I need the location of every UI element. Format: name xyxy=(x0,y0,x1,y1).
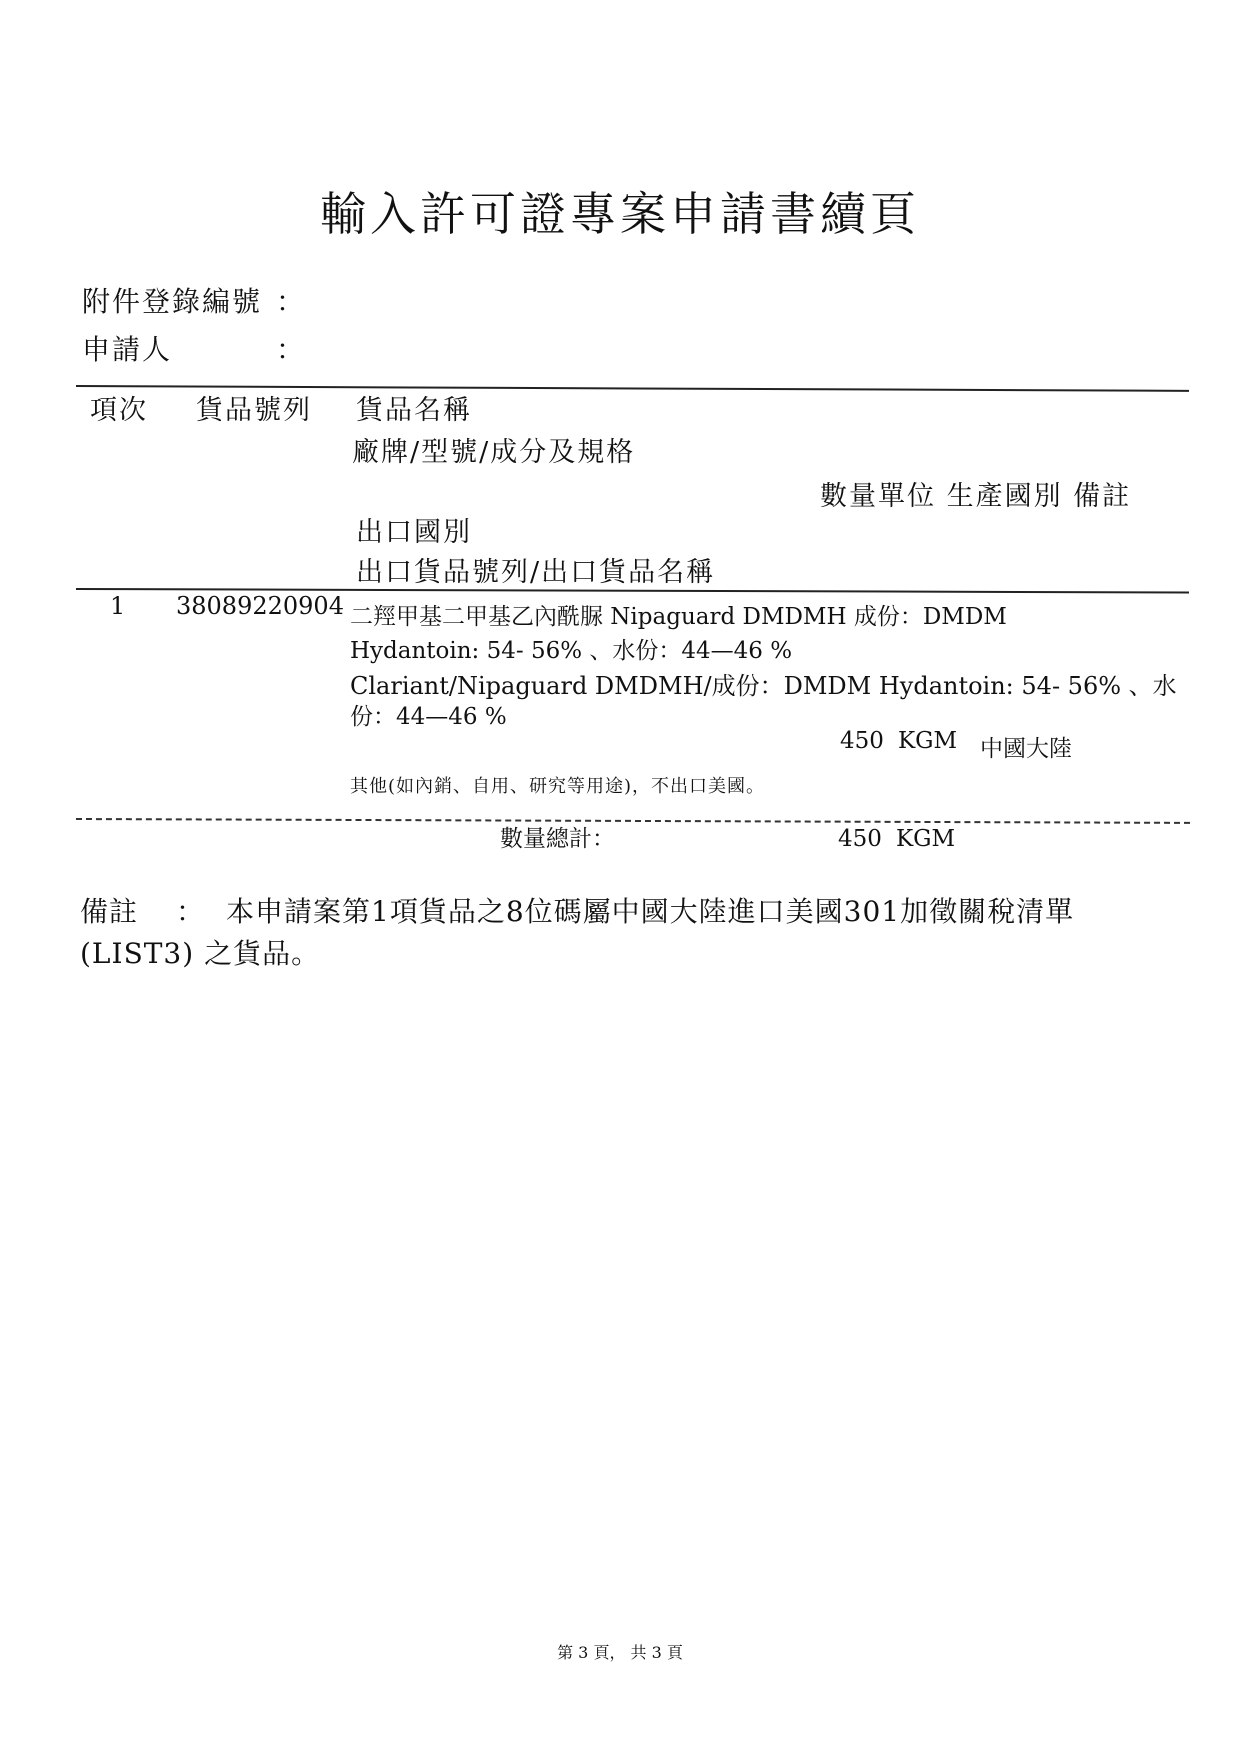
page-footer: 第 3 頁， 共 3 頁 xyxy=(557,1643,683,1662)
total-unit: KGM xyxy=(896,826,956,852)
row-unit: KGM xyxy=(898,728,958,754)
row-export-note: 其他(如內銷、自用、研究等用途)，不出口美國。 xyxy=(350,776,766,797)
remark-colon: ： xyxy=(176,895,206,928)
header-item-no: 項次 xyxy=(90,395,148,426)
document-title: 輸入許可證專案申請書續頁 xyxy=(320,187,920,241)
remark-label: 備註 xyxy=(80,895,139,928)
header-brand-spec: 廠牌/型號/成分及規格 xyxy=(352,437,636,468)
header-goods-name: 貨品名稱 xyxy=(356,395,472,426)
row-goods-name-line1: 二羥甲基二甲基乙內酰脲 Nipaguard DMDMH 成份：DMDM xyxy=(350,604,1007,630)
applicant-colon: ： xyxy=(276,333,305,366)
row-spec-line2: 份：44—46 % xyxy=(350,704,507,730)
row-quantity: 450 xyxy=(840,728,884,754)
remark-line2: (LIST3) 之貨品。 xyxy=(80,937,321,970)
row-goods-code: 38089220904 xyxy=(176,592,344,620)
total-label: 數量總計： xyxy=(500,826,615,852)
total-dashed-rule xyxy=(76,818,1190,824)
header-export-country: 出口國別 xyxy=(356,517,472,548)
attachment-no-label: 附件登錄編號 xyxy=(82,285,263,318)
total-quantity: 450 xyxy=(838,826,882,852)
applicant-label: 申請人 xyxy=(82,333,173,366)
header-qty-origin-remark: 數量單位 生產國別 備註 xyxy=(820,481,1132,512)
row-item-no: 1 xyxy=(110,592,126,620)
attachment-no-colon: ： xyxy=(276,285,305,318)
header-goods-code: 貨品號列 xyxy=(196,395,312,426)
header-export-goods: 出口貨品號列/出口貨品名稱 xyxy=(356,557,716,588)
row-spec-line1: Clariant/Nipaguard DMDMH/成份：DMDM Hydantoin: 54- 56% 、水 xyxy=(350,672,1177,700)
row-goods-name-line2: Hydantoin: 54- 56% 、水份：44—46 % xyxy=(350,638,793,664)
row-origin: 中國大陸 xyxy=(980,736,1072,762)
remark-line1: 本申請案第1項貨品之8位碼屬中國大陸進口美國301加徵關稅清單 xyxy=(226,895,1075,928)
